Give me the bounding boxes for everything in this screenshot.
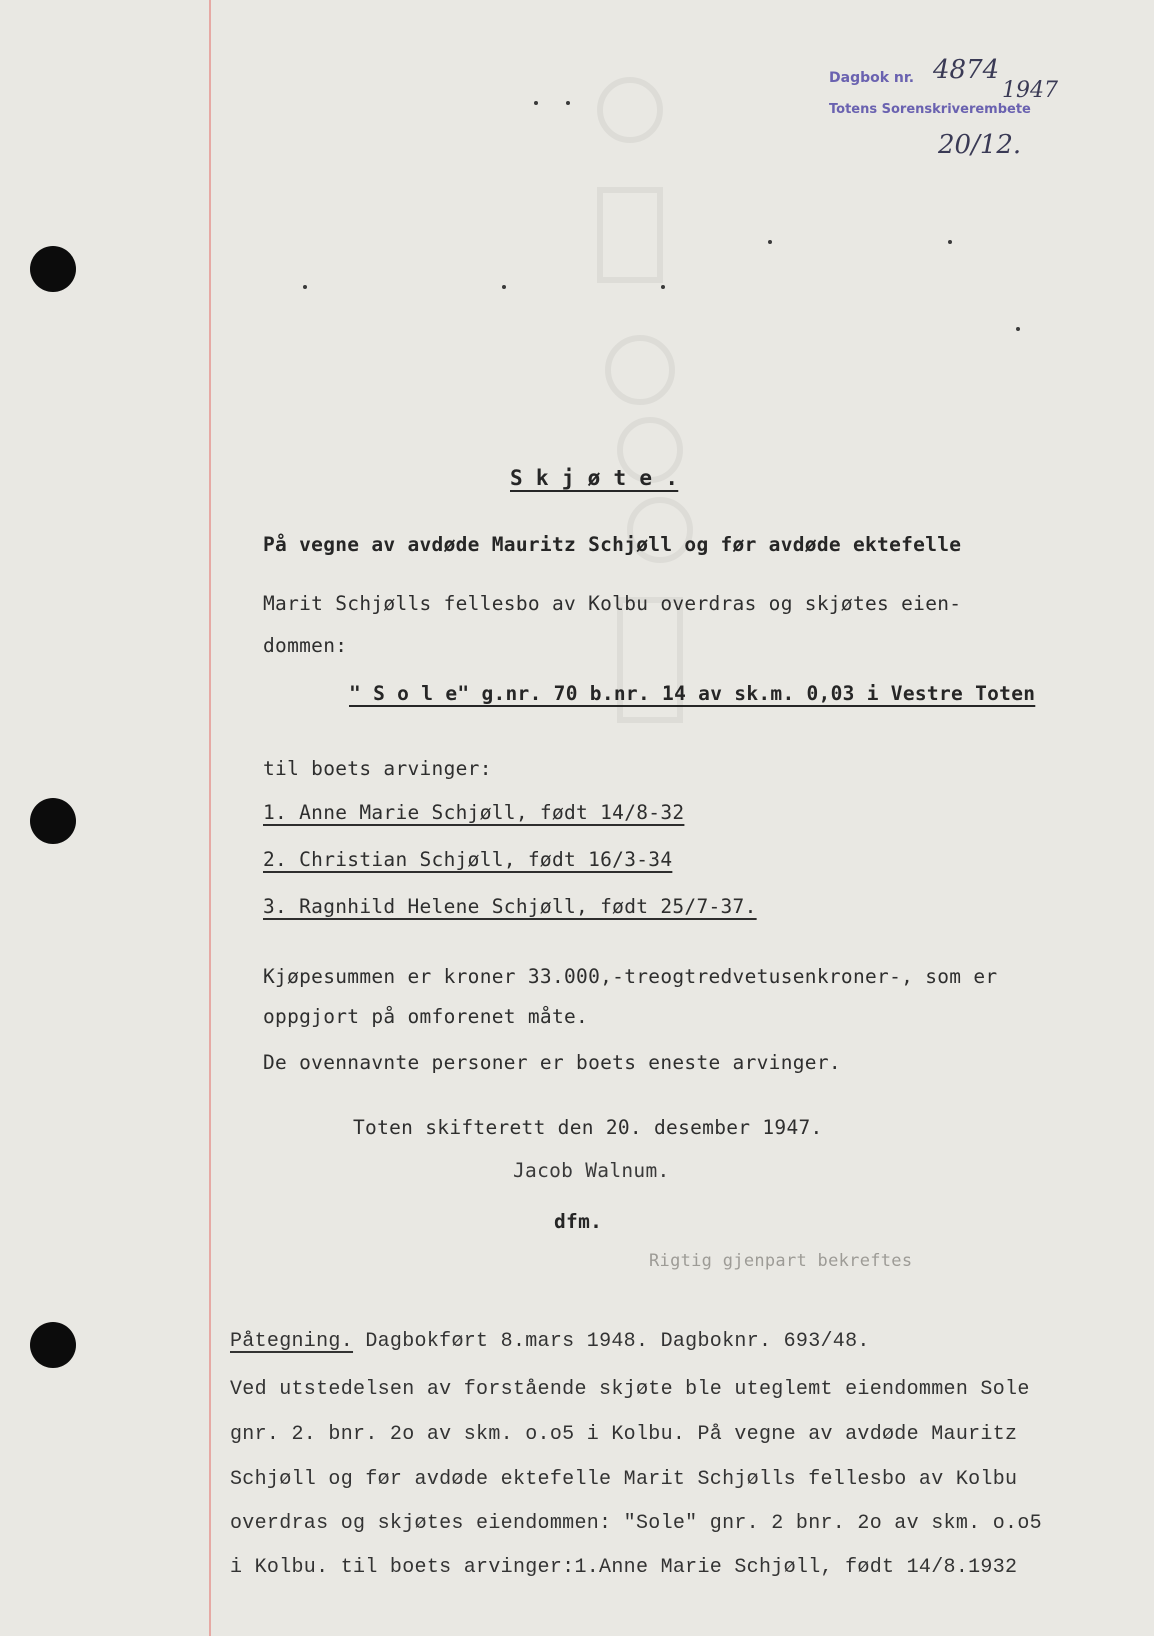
certified-stamp: Rigtig gjenpart bekreftes <box>649 1251 913 1271</box>
signer: Jacob Walnum. <box>513 1159 670 1182</box>
punch-hole-top <box>30 246 76 292</box>
heir-3: 3. Ragnhild Helene Schjøll, født 25/7-37. <box>263 895 757 918</box>
intro-line-1: På vegne av avdøde Mauritz Schjøll og før avdøde ektefelle <box>263 533 962 556</box>
dot-mark <box>303 285 307 289</box>
heir-2: 2. Christian Schjøll, født 16/3-34 <box>263 848 673 871</box>
endorsement-line-3: Schjøll og før avdøde ektefelle Marit Schjølls fellesbo av Kolbu <box>230 1468 1018 1491</box>
stamp-line2: Totens Sorenskriverembete <box>829 102 1031 117</box>
endorsement-line-5: i Kolbu. til boets arvinger:1.Anne Marie Schjøll, født 14/8.1932 <box>230 1556 1018 1579</box>
property-line: " S o l e" g.nr. 70 b.nr. 14 av sk.m. 0,03 i Vestre Toten <box>349 682 1036 705</box>
price-line-2: oppgjort på omforenet måte. <box>263 1005 589 1028</box>
endorsement-line-1: Ved utstedelsen av forstående skjøte ble uteglemt eiendommen Sole <box>230 1378 1030 1401</box>
stamp-date: 20/12. <box>938 130 1022 160</box>
heir-1: 1. Anne Marie Schjøll, født 14/8-32 <box>263 801 685 824</box>
endorsement-label: Påtegning. <box>230 1330 354 1353</box>
document-title: S k j ø t e . <box>510 466 679 490</box>
price-line-3: De ovennavnte personer er boets eneste arvinger. <box>263 1051 841 1074</box>
dot-mark <box>566 101 570 105</box>
punch-hole-bottom <box>30 1322 76 1368</box>
endorsement-line-2: gnr. 2. bnr. 2o av skm. o.o5 i Kolbu. På vegne av avdøde Mauritz <box>230 1423 1018 1446</box>
dot-mark <box>948 240 952 244</box>
intro-line-2: Marit Schjølls fellesbo av Kolbu overdras og skjøtes eien- <box>263 592 962 615</box>
dot-mark <box>1016 327 1020 331</box>
heirs-intro: til boets arvinger: <box>263 757 492 780</box>
endorsement-header <box>230 1330 870 1353</box>
intro-line-3: dommen: <box>263 634 348 657</box>
dfm: dfm. <box>554 1210 603 1233</box>
endorsement-header-rest: Dagbokført 8.mars 1948. Dagboknr. 693/48. <box>353 1330 870 1353</box>
margin-line <box>209 0 211 1636</box>
dot-mark <box>661 285 665 289</box>
place-date: Toten skifterett den 20. desember 1947. <box>353 1116 823 1139</box>
dot-mark <box>502 285 506 289</box>
price-line-1: Kjøpesummen er kroner 33.000,-treogtredvetusenkroner-, som er <box>263 965 998 988</box>
stamp-year: 1947 <box>1002 78 1058 103</box>
dot-mark <box>768 240 772 244</box>
punch-hole-middle <box>30 798 76 844</box>
dot-mark <box>534 101 538 105</box>
stamp-line1: Dagbok nr. <box>829 70 915 86</box>
stamp-number: 4874 <box>933 55 1000 85</box>
endorsement-line-4: overdras og skjøtes eiendommen: "Sole" gnr. 2 bnr. 2o av skm. o.o5 <box>230 1512 1042 1535</box>
